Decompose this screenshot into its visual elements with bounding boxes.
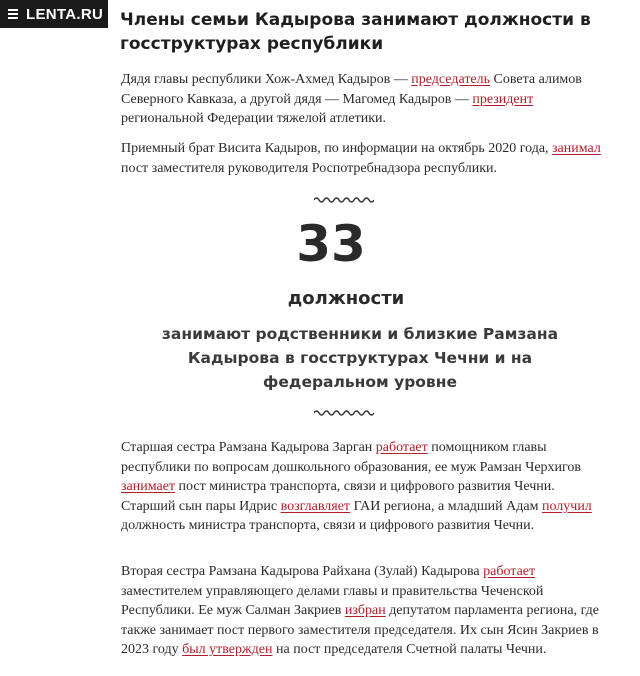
link-heads[interactable]: возглавляет: [280, 498, 351, 514]
text-fragment: Дядя главы республики Хож-Ахмед Кадыров —: [121, 72, 412, 87]
hamburger-menu-icon[interactable]: [8, 9, 18, 19]
paragraph-elder-sister: [121, 438, 611, 536]
link-held[interactable]: занимал: [552, 141, 601, 156]
text-fragment: Приемный брат Висита Кадыров, по информации на октябрь 2020 года,: [121, 141, 553, 156]
text-fragment: заместителем управляющего делами главы и правительства Чеченской Республики. Ее муж Салман Закриев: [121, 583, 544, 618]
wave-divider-icon: [314, 409, 374, 417]
stat-number: 33: [296, 215, 366, 273]
site-logo[interactable]: [0, 0, 108, 28]
stat-description: занимают родственники и близкие Рамзана Кадырова в госструктурах Чечни и на федеральном уровне: [161, 325, 559, 391]
text-fragment: региональной Федерации тяжелой атлетики.: [121, 111, 387, 126]
text-fragment: пост министра транспорта, связи и цифрового развития Чечни. Старший сын пары Идрис: [121, 479, 555, 514]
link-works[interactable]: работает: [375, 440, 428, 455]
stat-unit: должности: [287, 288, 405, 309]
paragraph-second-sister: [121, 562, 611, 660]
paragraph-uncles: [121, 70, 611, 129]
text-fragment: на пост председателя Счетной палаты Чечни.: [272, 642, 547, 657]
link-approved[interactable]: был утвержден: [182, 642, 273, 657]
paragraph-brother: [121, 139, 611, 178]
text-fragment: Вторая сестра Рамзана Кадырова Райхана (Зулай) Кадырова: [121, 564, 484, 579]
link-works-2[interactable]: работает: [483, 564, 536, 579]
logo-text: LENTA.RU: [26, 5, 104, 23]
text-fragment: депутатом парламента региона, где также занимает пост первого заместителя председателя. Их сын Ясин Закриев в 2023 году: [121, 603, 600, 657]
link-president[interactable]: президент: [472, 91, 534, 107]
wave-divider-icon: [314, 196, 374, 204]
text-fragment: Старшая сестра Рамзана Кадырова Зарган: [121, 440, 376, 455]
link-occupies[interactable]: занимает: [121, 479, 176, 494]
text-fragment: ГАИ региона, а младший Адам: [350, 498, 542, 514]
link-elected[interactable]: избран: [344, 603, 386, 618]
text-fragment: пост заместителя руководителя Роспотребнадзора республики.: [121, 160, 498, 176]
text-fragment: Совета алимов Северного Кавказа, а другой дядя — Магомед Кадыров —: [121, 72, 582, 107]
link-chairman[interactable]: председатель: [411, 72, 491, 87]
link-received[interactable]: получил: [541, 498, 592, 514]
article-title: Члены семьи Кадырова занимают должности в госструктурах республики: [120, 10, 591, 54]
text-fragment: помощником главы республики по вопросам дошкольного образования, ее муж Рамзан Черхигов: [121, 440, 582, 475]
text-fragment: должность министра транспорта, связи и цифрового развития Чечни.: [121, 518, 535, 533]
